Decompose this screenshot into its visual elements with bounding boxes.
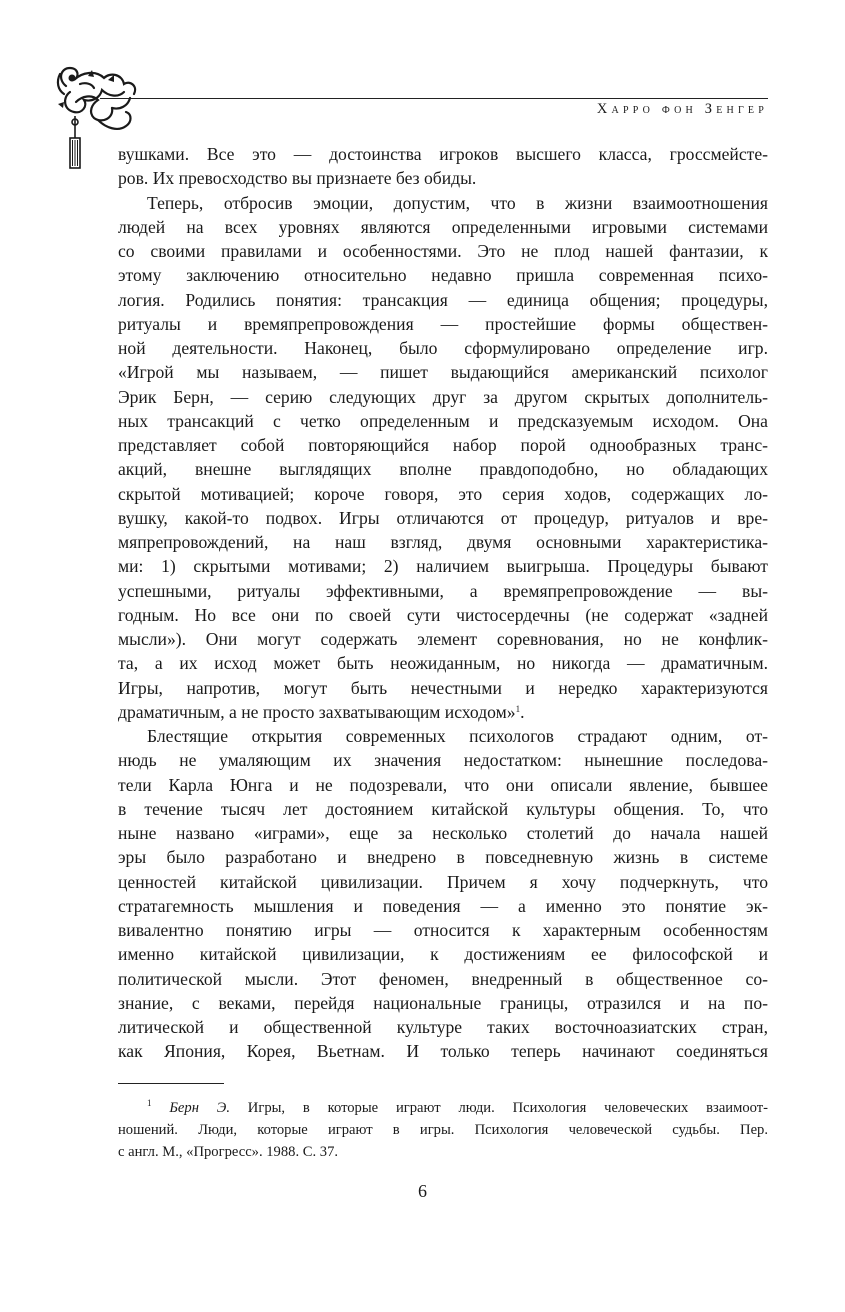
text-line: Блестящие открытия современных психологов страдают одним, от- xyxy=(147,726,768,746)
text-line: литической и общественной культуре таких восточноазиатских стран, xyxy=(118,1017,768,1037)
header-rule xyxy=(100,98,768,99)
text-line: ров. Их превосходство вы признаете без обиды. xyxy=(118,168,477,189)
footnote-marker: 1 xyxy=(147,1098,152,1108)
footnote-author: Берн Э. xyxy=(169,1100,230,1116)
text-line: логия. Родились понятия: трансакция — единица общения; процедуры, xyxy=(118,289,768,310)
text-line: политической мысли. Этот феномен, внедренный в общественное со- xyxy=(118,968,768,989)
footnote-separator xyxy=(118,1083,224,1084)
text-line: акций, внешне выглядящих вполне правдоподобно, но обладающих xyxy=(118,459,768,480)
text-line: ныне названо «играми», еще за несколько столетий до начала нашей xyxy=(118,823,768,843)
text-line: Игры, напротив, могут быть нечестными и нередко характеризуются xyxy=(118,677,768,698)
text-line: ной деятельности. Наконец, было сформулировано определение игр. xyxy=(118,338,768,358)
text-line: тели Карла Юнга и не подозревали, что они описали явление, бывшее xyxy=(118,774,768,795)
text-line: драматичным, а не просто захватывающим исходом» xyxy=(118,701,516,722)
text-line: Эрик Берн, — серию следующих друг за другом скрытых дополнитель- xyxy=(118,386,768,407)
text-line-with-footnote-ref xyxy=(118,700,768,724)
text-line: ценностей китайской цивилизации. Причем я хочу подчеркнуть, что xyxy=(118,871,768,892)
footnote-line: с англ. М., «Прогресс». 1988. С. 37. xyxy=(118,1144,339,1160)
page-number: 6 xyxy=(418,1181,427,1201)
footnote-line: ношений. Люди, которые играют в игры. Психология человеческой судьбы. Пер. xyxy=(118,1122,768,1138)
text-line: представляет собой повторяющийся набор порой однообразных транс- xyxy=(118,435,768,455)
text-line: именно китайской цивилизации, к достижениям ее философской и xyxy=(118,944,768,965)
footnote-reference: 1 xyxy=(515,703,521,714)
text-line: скрытой мотивацией; короче говоря, это серия ходов, содержащих ло- xyxy=(118,483,768,504)
text-line: ми: 1) скрытыми мотивами; 2) наличием выигрыша. Процедуры бывают xyxy=(118,556,768,577)
text-line: та, а их исход может быть неожиданным, но никогда — драматичным. xyxy=(118,653,768,674)
text-line: знание, с веками, перейдя национальные границы, отразился и на по- xyxy=(118,992,768,1013)
text-line: Теперь, отбросив эмоции, допустим, что в жизни взаимоотношения xyxy=(147,192,768,213)
text-line: ритуалы и времяпрепровождения — простейшие формы обществен- xyxy=(118,313,768,334)
footnote-text: Игры, в которые играют люди. Психология человеческих взаимоот- xyxy=(229,1100,768,1116)
text-line: мысли»). Они могут содержать элемент соревнования, но не конфлик- xyxy=(118,629,768,649)
text-line: успешными, ритуалы эффективными, а времяпрепровождение — вы- xyxy=(118,580,768,601)
text-line: людей на всех уровнях являются определенными игровыми системами xyxy=(118,216,768,237)
footnote-line xyxy=(118,1097,768,1119)
text-line: как Япония, Корея, Вьетнам. И только теперь начинают соединяться xyxy=(118,1041,768,1062)
sentence-period: . xyxy=(520,701,525,722)
text-line: мяпрепровождений, на наш взгляд, двумя основными характеристика- xyxy=(118,532,768,552)
text-line: эры было разработано и внедрено в повседневную жизнь в системе xyxy=(118,847,768,868)
text-line: вушку, какой-то подвох. Игры отличаются от процедур, ритуалов и вре- xyxy=(118,507,768,528)
running-header-author: Харро фон Зенгер xyxy=(596,101,768,117)
text-line: этому заключению относительно недавно пришла современная психо- xyxy=(118,265,768,286)
text-line: стратагемность мышления и поведения — а именно это понятие эк- xyxy=(118,895,768,916)
text-line: со своими правилами и особенностями. Это не плод нашей фантазии, к xyxy=(118,241,768,261)
footnote xyxy=(118,1097,768,1163)
text-line: «Игрой мы называем, — пишет выдающийся американский психолог xyxy=(118,362,768,383)
body-text xyxy=(118,142,768,1064)
text-line: нюдь не умаляющим их значения недостатком: нынешние последова- xyxy=(118,750,768,771)
text-line: годным. Но все они по своей сути чистосердечны (не содержат «задней xyxy=(118,604,768,625)
text-line: в течение тысяч лет достоянием китайской культуры общения. То, что xyxy=(118,798,768,819)
text-line: вушками. Все это — достоинства игроков высшего класса, гроссмейсте- xyxy=(118,144,768,164)
text-line: ных трансакций с четко определенным и предсказуемым исходом. Она xyxy=(118,410,768,431)
text-line: вивалентно понятию игры — относится к характерным особенностям xyxy=(118,920,768,940)
